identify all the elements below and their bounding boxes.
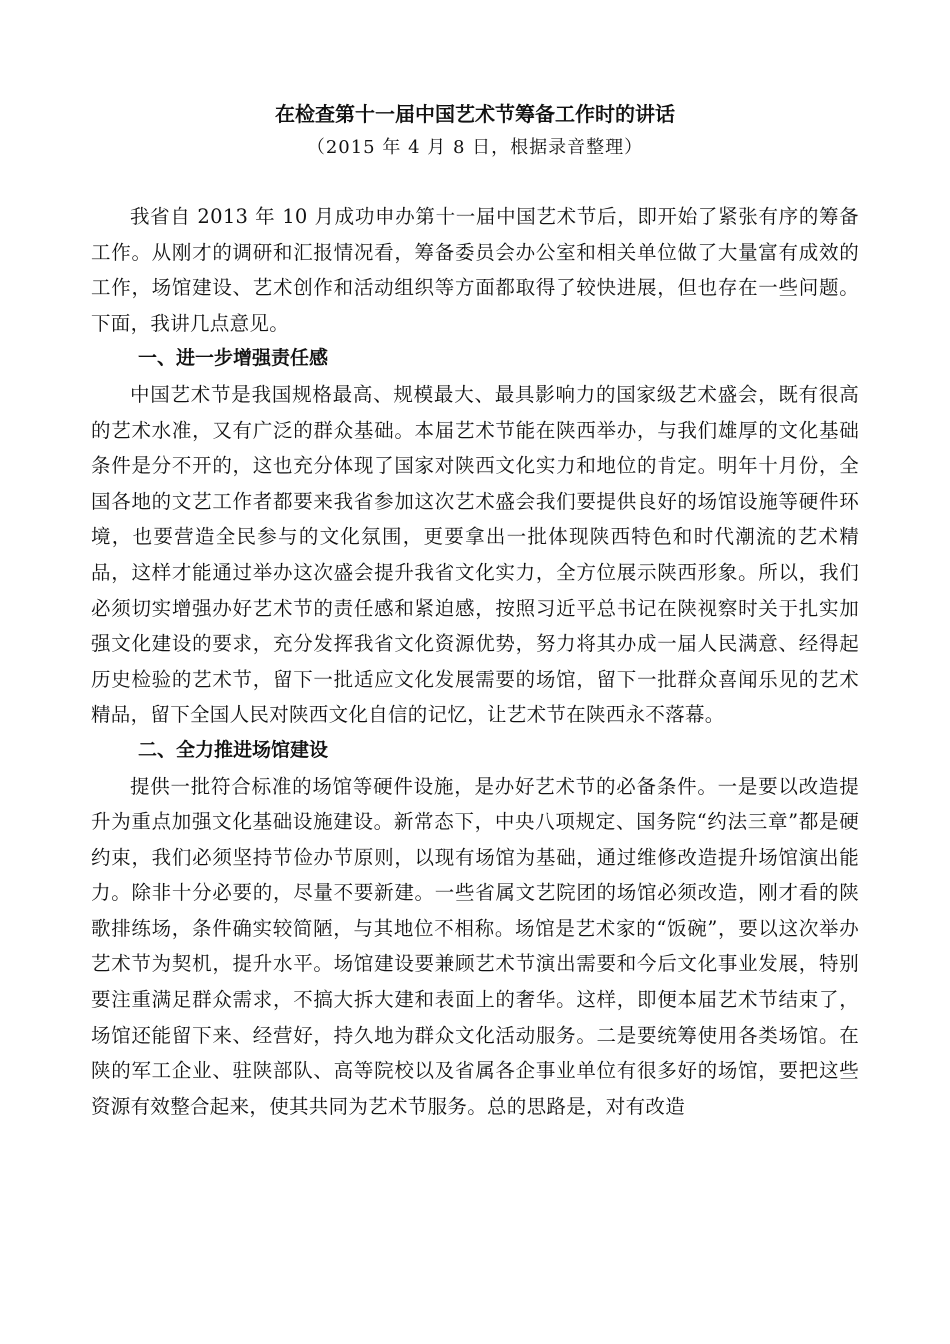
document-title: 在检查第十一届中国艺术节筹备工作时的讲话 (275, 102, 675, 126)
section-2-paragraph: 提供一批符合标准的场馆等硬件设施，是办好艺术节的必备条件。一是要以改造提升为重点加强文化基础设施建设。新常态下，中央八项规定、国务院“约法三章”都是硬约束，我们必须坚持节俭办节原则，以现有场馆为基础，通过维修改造提升场馆演出能力。除非十分必要的，尽量不要新建。一些省属文艺院团的场馆必须改造，刚才看的陕歌排练场，条件确实较简陋，与其地位不相称。场馆是艺术家的“饭碗”，要以这次举办艺术节为契机，提升水平。场馆建设要兼顾艺术节演出需要和今后文化事业发展，特别要注重满足群众需求，不搞大拆大建和表面上的奢华。这样，即便本届艺术节结束了，场馆还能留下来、经营好，持久地为群众文化活动服务。二是要统筹使用各类场馆。在陕的军工企业、驻陕部队、高等院校以及省属各企事业单位有很多好的场馆，要把这些资源有效整合起来，使其共同为艺术节服务。总的思路是，对有改造 (91, 774, 859, 1118)
intro-paragraph: 我省自 2013 年 10 月成功申办第十一届中国艺术节后，即开始了紧张有序的筹备工作。从刚才的调研和汇报情况看，筹备委员会办公室和相关单位做了大量富有成效的工作，场馆建设、艺术创作和活动组织等方面都取得了较快进展，但也存在一些问题。下面，我讲几点意见。 (91, 205, 859, 335)
document-body (91, 199, 859, 1124)
section-1-paragraph: 中国艺术节是我国规格最高、规模最大、最具影响力的国家级艺术盛会，既有很高的艺术水准，又有广泛的群众基础。本届艺术节能在陕西举办，与我们雄厚的文化基础条件是分不开的，这也充分体现了国家对陕西文化实力和地位的肯定。明年十月份，全国各地的文艺工作者都要来我省参加这次艺术盛会我们要提供良好的场馆设施等硬件环境，也要营造全民参与的文化氛围，更要拿出一批体现陕西特色和时代潮流的艺术精品，这样才能通过举办这次盛会提升我省文化实力，全方位展示陕西形象。所以，我们必须切实增强办好艺术节的责任感和紧迫感，按照习近平总书记在陕视察时关于扎实加强文化建设的要求，充分发挥我省文化资源优势，努力将其办成一届人民满意、经得起历史检验的艺术节，留下一批适应文化发展需要的场馆，留下一批群众喜闻乐见的艺术精品，留下全国人民对陕西文化自信的记忆，让艺术节在陕西永不落幕。 (91, 382, 859, 727)
section-heading-2: 二、全力推进场馆建设 (138, 738, 329, 761)
section-heading-1: 一、进一步增强责任感 (138, 347, 329, 370)
document-subtitle: （2015 年 4 月 8 日，根据录音整理） (306, 137, 644, 158)
